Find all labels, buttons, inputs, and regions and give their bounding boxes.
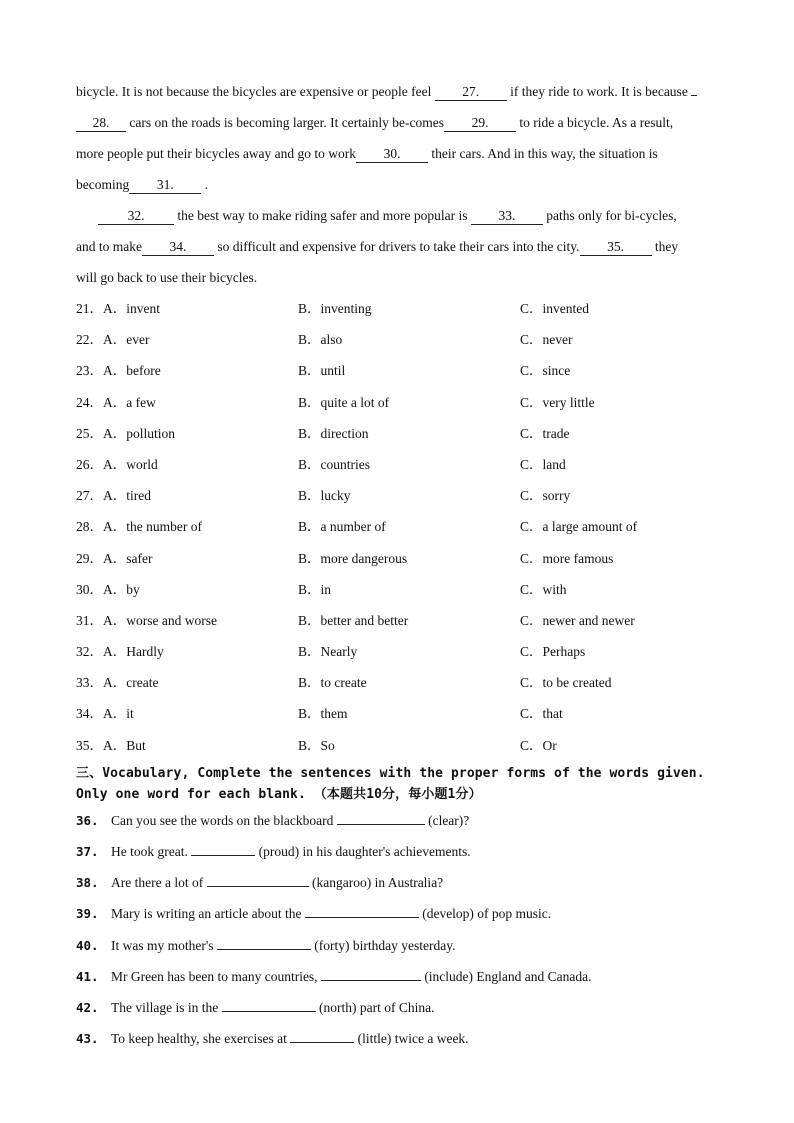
option-c[interactable]: C．trade <box>520 425 570 441</box>
option-c[interactable]: C．land <box>520 456 566 472</box>
option-b[interactable]: B．more dangerous <box>298 550 408 566</box>
blank-32[interactable]: 32. <box>98 208 174 225</box>
vocab-question: 42. The village is in the (north) part of China. <box>76 992 748 1023</box>
answer-blank[interactable] <box>321 966 421 981</box>
question-number: 42. <box>76 999 99 1015</box>
blank-27[interactable]: 27. <box>435 84 507 101</box>
blank-30[interactable]: 30. <box>356 146 428 163</box>
passage-text: if they ride to work. It is because <box>510 84 692 99</box>
question-number: 38. <box>76 875 99 891</box>
option-b[interactable]: B．also <box>298 332 343 348</box>
option-a[interactable]: 32．A．Hardly <box>76 644 164 660</box>
option-a[interactable]: 24．A．a few <box>76 394 156 410</box>
vocab-question: 37. He took great. (proud) in his daughter's achievements. <box>76 836 748 867</box>
passage-text: they <box>654 239 679 254</box>
option-b[interactable]: B．quite a lot of <box>298 394 390 410</box>
passage-text: and to make <box>76 239 142 254</box>
section-heading <box>76 763 748 805</box>
vocab-question: 39. Mary is writing an article about the (develop) of pop music. <box>76 898 748 929</box>
question-number: 36. <box>76 812 99 828</box>
option-c[interactable]: C．that <box>520 706 563 722</box>
option-row <box>76 449 748 480</box>
option-a[interactable]: 25．A．pollution <box>76 425 176 441</box>
passage-line <box>76 138 748 169</box>
section-heading-line: 三、Vocabulary, Complete the sentences with the proper forms of the words given. <box>76 765 705 781</box>
option-b[interactable]: B．until <box>298 363 346 379</box>
option-a[interactable]: 34．A．it <box>76 706 134 722</box>
passage-text: more people put their bicycles away and go to work <box>76 146 357 161</box>
option-row <box>76 636 748 667</box>
passage-text: will go back to use their bicycles. <box>76 270 258 285</box>
cloze-passage <box>76 76 748 293</box>
vocab-question: 40. It was my mother's (forty) birthday yesterday. <box>76 930 748 961</box>
blank-29[interactable]: 29. <box>444 115 516 132</box>
passage-text: bicycle. It is not because the bicycles are expensive or people feel <box>76 84 432 99</box>
passage-line <box>76 169 748 200</box>
option-a[interactable]: 21．A．invent <box>76 301 160 316</box>
option-c[interactable]: C．invented <box>520 301 589 316</box>
passage-text: . <box>204 177 208 192</box>
blank-33[interactable]: 33. <box>471 208 543 225</box>
option-row <box>76 293 748 324</box>
option-row <box>76 480 748 511</box>
option-b[interactable]: B．So <box>298 737 335 753</box>
vocab-question: 41. Mr Green has been to many countries, (include) England and Canada. <box>76 961 748 992</box>
option-c[interactable]: C．Or <box>520 737 557 753</box>
vocabulary-questions <box>76 805 748 1055</box>
option-a[interactable]: 30．A．by <box>76 581 140 597</box>
option-row <box>76 355 748 386</box>
option-row <box>76 730 748 761</box>
option-row <box>76 667 748 698</box>
option-b[interactable]: B．Nearly <box>298 644 358 660</box>
worksheet-page <box>76 76 748 1054</box>
answer-blank[interactable] <box>222 997 316 1012</box>
option-c[interactable]: C．more famous <box>520 550 614 566</box>
option-c[interactable]: C．with <box>520 581 567 597</box>
passage-text: paths only for bi-cycles, <box>546 208 677 223</box>
question-number: 43. <box>76 1031 99 1047</box>
option-c[interactable]: C．Perhaps <box>520 644 586 660</box>
option-b[interactable]: B．to create <box>298 675 367 691</box>
blank-trailing <box>691 95 697 96</box>
blank-28[interactable]: 28. <box>76 115 126 132</box>
option-a[interactable]: 26．A．world <box>76 456 158 472</box>
passage-text: their cars. And in this way, the situation is <box>431 146 658 161</box>
question-number: 37. <box>76 844 99 859</box>
option-a[interactable]: 27．A．tired <box>76 488 151 504</box>
option-b[interactable]: B．them <box>298 706 348 722</box>
blank-35[interactable]: 35. <box>580 239 652 256</box>
option-row <box>76 574 748 605</box>
answer-blank[interactable] <box>290 1028 354 1043</box>
option-b[interactable]: B．a number of <box>298 519 386 535</box>
option-c[interactable]: C．newer and newer <box>520 612 635 628</box>
passage-text: the best way to make riding safer and more popular is <box>177 208 471 223</box>
option-c[interactable]: C．a large amount of <box>520 519 638 535</box>
option-a[interactable]: 22．A．ever <box>76 332 150 348</box>
passage-text: so difficult and expensive for drivers to take their cars into the city. <box>217 239 580 254</box>
option-b[interactable]: B．direction <box>298 425 369 441</box>
option-b[interactable]: B．better and better <box>298 612 409 628</box>
passage-line <box>76 76 748 107</box>
passage-text: becoming <box>76 177 130 192</box>
option-row <box>76 387 748 418</box>
section-heading-line: Only one word for each blank. （本题共10分，每小题1分） <box>76 786 482 802</box>
option-a[interactable]: 33．A．create <box>76 675 159 691</box>
option-b[interactable]: B．in <box>298 581 332 597</box>
blank-34[interactable]: 34. <box>142 239 214 256</box>
option-b[interactable]: B．countries <box>298 456 370 472</box>
option-row <box>76 324 748 355</box>
question-number: 41. <box>76 968 99 984</box>
option-c[interactable]: C．to be created <box>520 675 612 691</box>
vocab-question: 38. Are there a lot of (kangaroo) in Australia? <box>76 867 748 898</box>
option-c[interactable]: C．never <box>520 332 573 348</box>
option-c[interactable]: C．since <box>520 363 571 379</box>
answer-blank[interactable] <box>337 810 425 825</box>
option-b[interactable]: B．inventing <box>298 301 372 316</box>
option-a[interactable]: 35．A．But <box>76 737 146 753</box>
option-b[interactable]: B．lucky <box>298 488 351 504</box>
option-row <box>76 698 748 729</box>
option-row <box>76 605 748 636</box>
option-c[interactable]: C．very little <box>520 394 595 410</box>
answer-blank[interactable] <box>217 935 311 950</box>
answer-options <box>76 293 748 761</box>
option-a[interactable]: 28．A．the number of <box>76 519 202 535</box>
answer-blank[interactable] <box>207 872 309 887</box>
option-a[interactable]: 23．A．before <box>76 363 161 379</box>
answer-blank[interactable] <box>305 903 419 918</box>
option-a[interactable]: 31．A．worse and worse <box>76 612 217 628</box>
passage-text: to ride a bicycle. As a result, <box>519 115 674 130</box>
option-row <box>76 511 748 542</box>
option-a[interactable]: 29．A．safer <box>76 550 153 566</box>
passage-text: cars on the roads is becoming larger. It certainly be-comes <box>129 115 445 130</box>
question-number: 40. <box>76 937 99 953</box>
passage-line <box>76 200 748 231</box>
option-row <box>76 418 748 449</box>
option-row <box>76 543 748 574</box>
passage-line <box>76 231 748 262</box>
passage-line <box>76 262 748 293</box>
answer-blank[interactable] <box>191 841 255 856</box>
question-number: 39. <box>76 906 99 922</box>
blank-31[interactable]: 31. <box>129 177 201 194</box>
vocab-question: 36. Can you see the words on the blackboard (clear)? <box>76 805 748 836</box>
vocab-question: 43. To keep healthy, she exercises at (little) twice a week. <box>76 1023 748 1054</box>
passage-line <box>76 107 748 138</box>
option-c[interactable]: C．sorry <box>520 488 571 504</box>
